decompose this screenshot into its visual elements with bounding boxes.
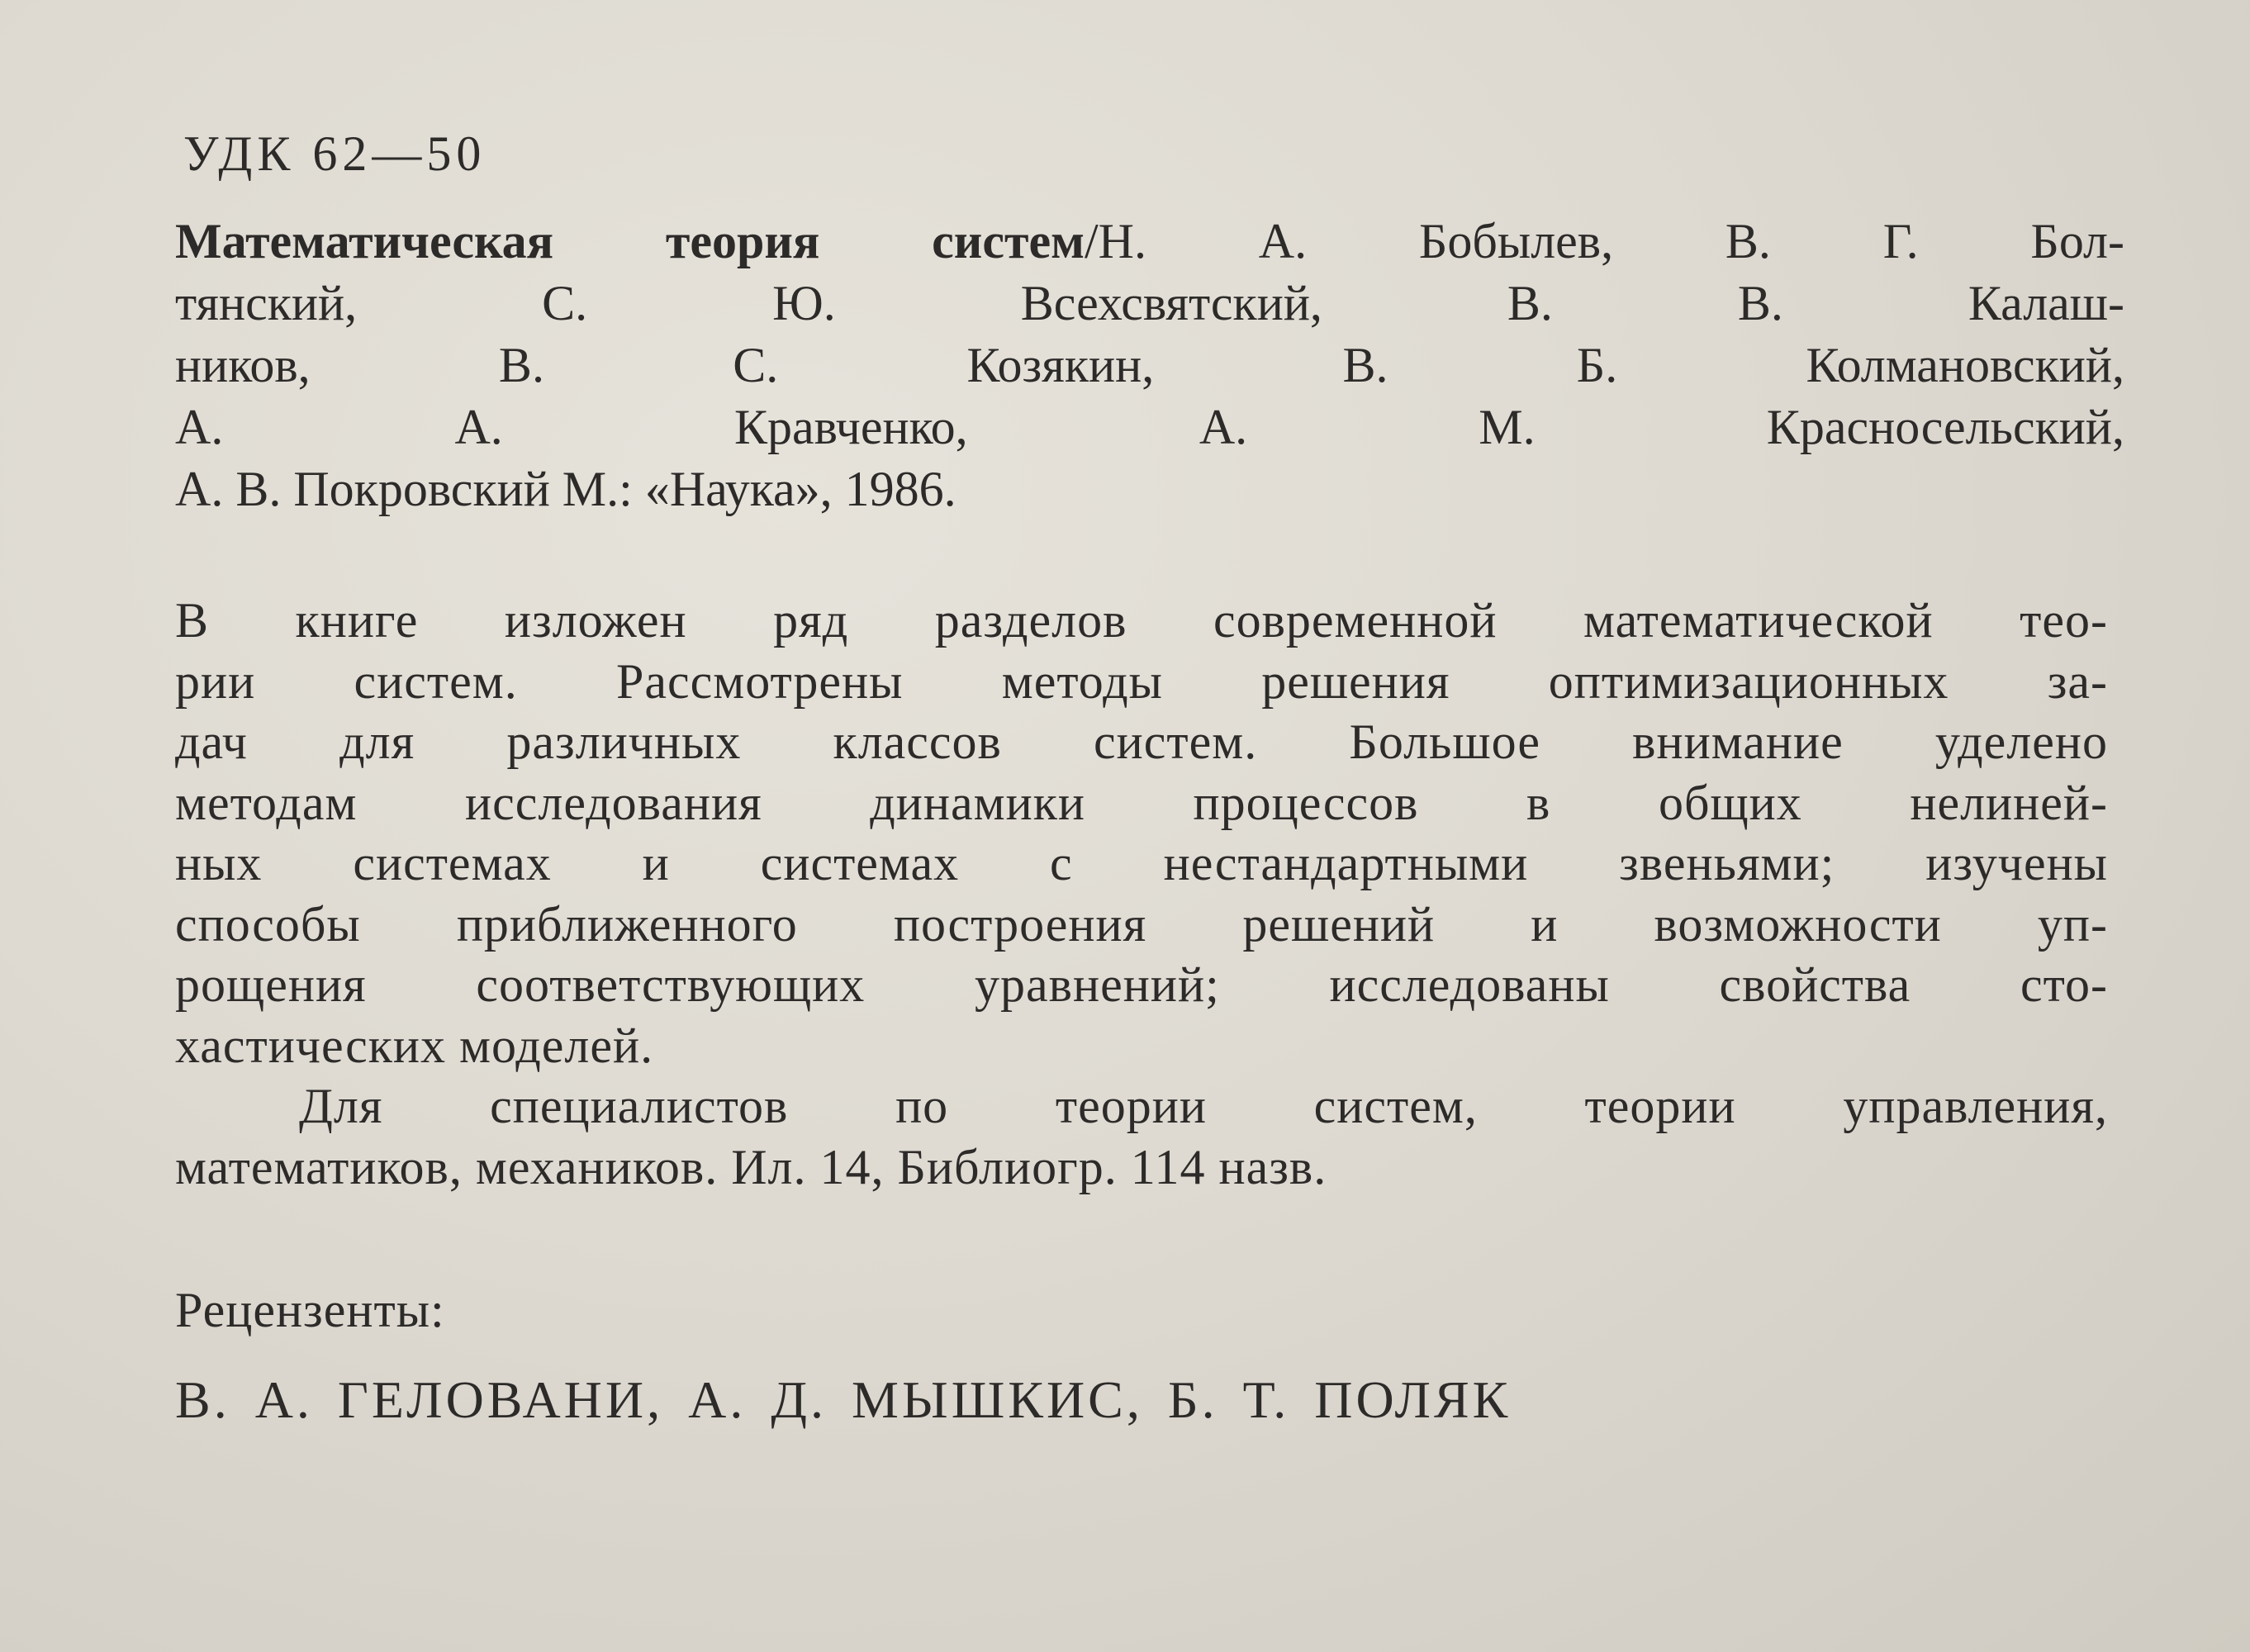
reviewers-label: Рецензенты: [175, 1283, 445, 1337]
abstract [175, 591, 2108, 1198]
abstract-line-6: способы приближенного построения решений и возможности уп- [175, 896, 2108, 952]
abstract-line-4: методам исследования динамики процессов в общих нелиней- [175, 775, 2108, 830]
audience-line-1: Для специалистов по теории систем, теории управления, [299, 1079, 2108, 1133]
abstract-line-1: В книге изложен ряд разделов современной математической тео- [175, 593, 2108, 648]
udk-code: УДК 62—50 [183, 126, 487, 181]
biblio-line-5: А. В. Покровский М.: «Наука», 1986. [175, 462, 956, 516]
abstract-line-2: рии систем. Рассмотрены методы решения оптимизационных за- [175, 653, 2108, 709]
audience-line-2: математиков, механиков. Ил. 14, Библиогр. 114 назв. [175, 1139, 1327, 1194]
biblio-line-1 [175, 211, 2124, 273]
abstract-line-3: дач для различных классов систем. Большое внимание уделено [175, 714, 2108, 769]
bibliographic-record [175, 211, 2124, 520]
biblio-line-4: А. А. Кравченко, А. М. Красносельский, [175, 400, 2124, 454]
abstract-line-7: рощения соответствующих уравнений; исследованы свойства сто- [175, 957, 2108, 1012]
abstract-line-5: ных системах и системах с нестандартными звеньями; изучены [175, 836, 2108, 890]
authors-start: /Н. А. Бобылев, В. Г. Бол- [1084, 214, 2124, 268]
book-title: Математическая теория систем [175, 214, 1085, 268]
biblio-line-2: тянский, С. Ю. Всехсвятский, В. В. Калаш- [175, 276, 2124, 330]
abstract-line-8: хастических моделей. [175, 1018, 654, 1073]
reviewers-names: В. А. ГЕЛОВАНИ, А. Д. МЫШКИС, Б. Т. ПОЛЯК [175, 1370, 1512, 1429]
biblio-line-3: ников, В. С. Козякин, В. Б. Колмановский, [175, 338, 2124, 392]
